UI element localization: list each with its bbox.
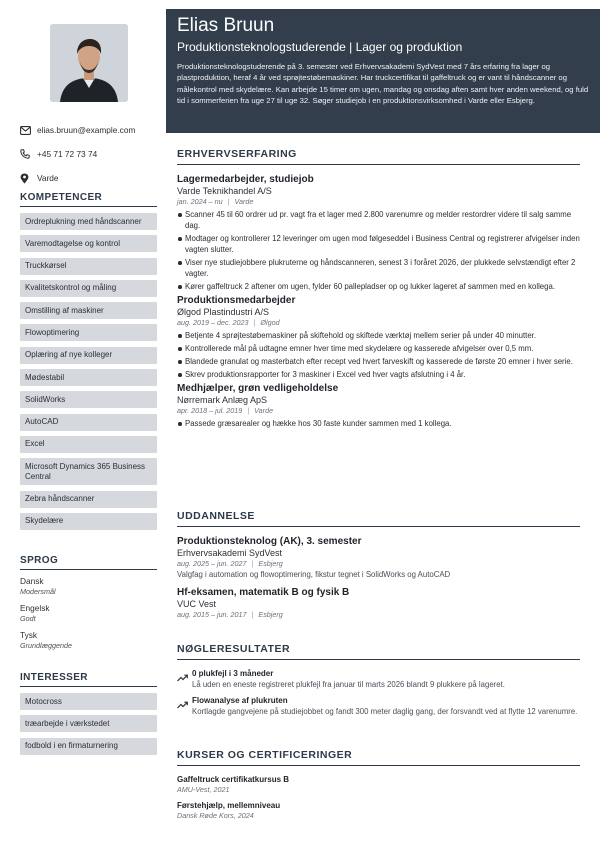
skill-chip: AutoCAD [20,414,157,431]
job-bullet: Blandede granulat og masterbatch efter recept ved hvert farveskift og kasserede de første 20 emner i hver serie. [177,356,580,367]
trend-up-icon [177,668,192,690]
education-period: aug. 2025 – jun. 2027 [177,559,247,568]
contact-info [20,118,160,190]
achievement-description: Lå uden en eneste registreret plukfejl fra januar til marts 2026 blandt 9 plukkere på lageret. [192,680,505,689]
interest-chip: fodbold i en firmaturnering [20,738,157,755]
job-meta [177,318,580,328]
header-banner [166,9,600,133]
education-entry [177,587,580,620]
languages-section [20,555,157,657]
skill-chip: Skydelære [20,513,157,530]
skill-chip: Kvalitetskontrol og måling [20,280,157,297]
course-title: Gaffeltruck certifikatkursus B [177,775,290,784]
job-bullets [177,330,580,380]
job-meta [177,197,580,207]
course-item [177,774,580,795]
phone-text: +45 71 72 73 74 [37,149,98,159]
achievements-section [177,643,580,722]
job-entry [177,383,580,429]
education-period: aug. 2015 – jun. 2017 [177,610,247,619]
language-item [20,603,157,624]
meta-separator: | [227,197,230,206]
education-meta [177,610,580,620]
job-title: Lagermedarbejder, studiejob [177,174,314,185]
languages-title: SPROG [20,555,157,570]
profile-summary: Produktionsteknologstuderende på 3. semester ved Erhvervsakademi SydVest med 7 års erfaring fra lager og plastproduktion, heraf 4 år ved sprøjtestøbemaskiner. Har truckcertifikat til gaffeltruck og er vant til håndscanner og målekontrol med skydelære. Kan arbejde 15 timer om ugen, mandag og onsdag aften samt hver anden weekend, og fuld tid i sommerferien fra uge 27 til uge 32. Søger studiejob i en produktionsvirksomhed i Varde eller Esbjerg. [177,62,589,105]
job-place: Ølgod [260,318,280,327]
language-level: Grundlæggende [20,641,72,650]
job-place: Varde [254,406,274,415]
meta-separator: | [253,318,256,327]
contact-email [20,118,160,142]
skill-chip: Oplæring af nye kolleger [20,347,157,364]
job-bullet: Passede græsarealer og hække hos 30 faste kunder sammen med 1 kollega. [177,418,580,429]
job-bullets [177,418,580,429]
job-bullet: Betjente 4 sprøjtestøbemaskiner på skiftehold og skiftede værktøj mellem serier på under 40 minutter. [177,330,580,341]
job-company: Nørremark Anlæg ApS [177,395,268,405]
interests-section [20,672,157,760]
job-meta [177,406,580,416]
meta-separator: | [251,610,254,619]
job-period: apr. 2018 – jul. 2019 [177,406,243,415]
skill-chip: Omstilling af maskiner [20,302,157,319]
contact-phone [20,142,160,166]
job-bullet: Modtager og kontrollerer 12 leveringer om ugen mod følgeseddel i Business Central og registrerer afvigelser inden vagten slutter. [177,233,580,255]
job-company: Ølgod Plastindustri A/S [177,307,270,317]
education-school: Erhvervsakademi SydVest [177,548,283,558]
map-pin-icon [20,172,36,184]
interests-title: INTERESSER [20,672,157,687]
education-title-text: Hf-eksamen, matematik B og fysik B [177,587,350,598]
course-item [177,800,580,821]
email-text: elias.bruun@example.com [37,125,136,135]
skill-chip: Mødestabil [20,369,157,386]
achievements-title: NØGLERESULTATER [177,643,580,660]
job-title: Produktionsmedarbejder [177,295,296,306]
education-description: Valgfag i automation og flowoptimering, fikstur tegnet i SolidWorks og AutoCAD [177,570,451,579]
job-period: aug. 2019 – dec. 2023 [177,318,249,327]
achievement-item [177,695,580,717]
job-place: Varde [234,197,254,206]
language-name: Engelsk [20,603,50,613]
skill-chip: Excel [20,436,157,453]
skill-chip: SolidWorks [20,391,157,408]
course-title: Førstehjælp, mellemniveau [177,801,281,810]
job-entry [177,295,580,380]
education-place: Esbjerg [258,610,283,619]
job-bullet: Scanner 45 til 60 ordrer ud pr. vagt fra et lager med 2.800 varenumre og melder restordrer videre til salg samme dag. [177,209,580,231]
education-place: Esbjerg [258,559,283,568]
job-bullets [177,209,580,292]
job-title: Medhjælper, grøn vedligeholdelse [177,383,339,394]
achievement-item [177,668,580,690]
education-section [177,510,580,620]
skills-section [20,192,157,535]
courses-section [177,749,580,821]
education-title-text: Produktionsteknolog (AK), 3. semester [177,536,362,547]
trend-up-icon [177,695,192,717]
language-item [20,576,157,597]
language-item [20,630,157,651]
profile-photo [50,24,128,102]
courses-title: KURSER OG CERTIFICERINGER [177,749,580,766]
education-title: UDDANNELSE [177,510,580,527]
language-level: Modersmål [20,587,56,596]
skill-chip: Varemodtagelse og kontrol [20,235,157,252]
meta-separator: | [251,559,254,568]
job-bullet: Kører gaffeltruck 2 aftener om ugen, fylder 60 pallepladser op og lukker lageret af sammen med en kollega. [177,281,580,292]
meta-separator: | [247,406,250,415]
experience-section [177,148,580,431]
phone-icon [20,148,36,160]
education-meta [177,559,580,569]
achievement-description: Kortlagde gangvejene på studiejobbet og fandt 300 meter daglig gang, der forsvandt ved at flytte 12 varenumre. [192,707,578,716]
skill-chip: Ordreplukning med håndscanner [20,213,157,230]
skills-title: KOMPETENCER [20,192,157,207]
language-name: Tysk [20,630,38,640]
education-school: VUC Vest [177,599,217,609]
interest-chip: Motocross [20,693,157,710]
person-role: Produktionsteknologstuderende | Lager og produktion [177,40,463,54]
person-name: Elias Bruun [177,15,275,36]
job-bullet: Kontrollerede mål på udtagne emner hver time med skydelære og kasserede afvigelser over 0,5 mm. [177,343,580,354]
experience-title: ERHVERVSERFARING [177,148,580,165]
mail-icon [20,124,36,136]
location-text: Varde [37,173,59,183]
course-meta: Dansk Røde Kors, 2024 [177,811,254,820]
skill-chip: Flowoptimering [20,324,157,341]
skill-chip: Zebra håndscanner [20,491,157,508]
skill-chip: Truckkørsel [20,258,157,275]
skill-chip: Microsoft Dynamics 365 Business Central [20,458,157,485]
course-meta: AMU-Vest, 2021 [177,785,230,794]
language-name: Dansk [20,576,44,586]
contact-location [20,166,160,190]
job-period: jan. 2024 – nu [177,197,223,206]
job-company: Varde Teknikhandel A/S [177,186,272,196]
sidebar [0,0,166,849]
job-entry [177,174,580,292]
interest-chip: træarbejde i værkstedet [20,715,157,732]
language-level: Godt [20,614,36,623]
job-bullet: Viser nye studiejobbere plukruterne og håndscanneren, senest 3 i foråret 2026, der plukkede selvstændigt efter 2 vagter. [177,257,580,279]
education-entry [177,536,580,580]
achievement-title: Flowanalyse af plukruten [192,696,288,705]
achievement-title: 0 plukfejl i 3 måneder [192,669,274,678]
job-bullet: Skrev produktionsrapporter for 3 maskiner i Excel ved hver vagts afslutning i 4 år. [177,369,580,380]
